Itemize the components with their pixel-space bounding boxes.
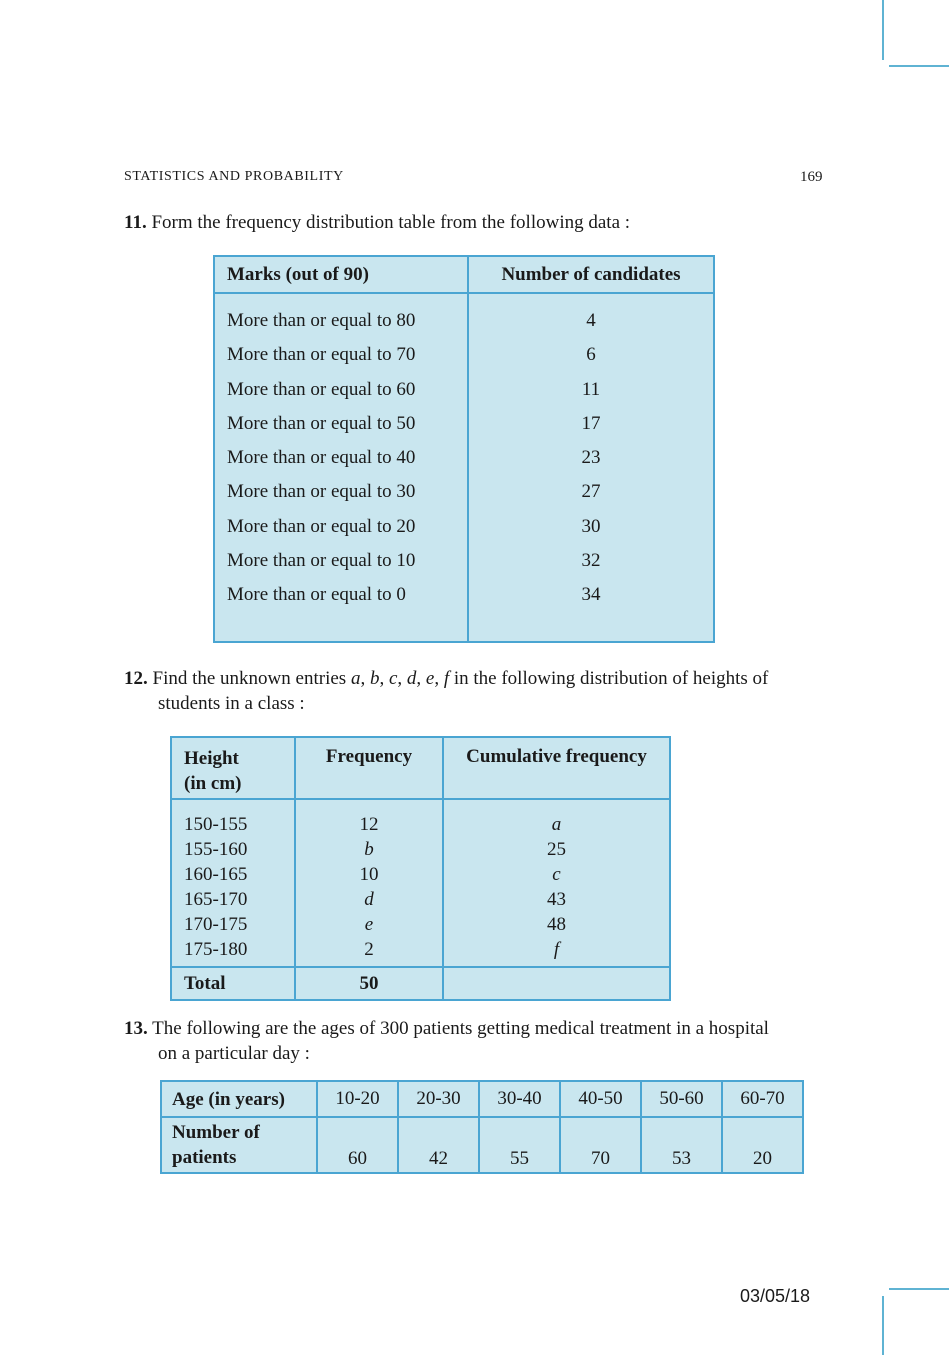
- table-cell: 43: [547, 889, 566, 910]
- marks-column: [214, 293, 468, 642]
- table-cell: 25: [547, 839, 566, 860]
- table-cell: 2: [364, 939, 374, 960]
- table-cell: [296, 837, 442, 862]
- table-cell: 10-20: [317, 1081, 398, 1117]
- table-cell: 11: [581, 378, 601, 400]
- table-cell: 160-165: [184, 864, 248, 885]
- table-cell: More than or equal to 0: [227, 584, 406, 606]
- candidates-column: [468, 293, 714, 642]
- table-cell: 165-170: [184, 889, 248, 910]
- table-cell: 23: [581, 447, 601, 469]
- question-number: 12.: [124, 668, 148, 689]
- crop-mark-bottom-horizontal: [889, 1288, 949, 1290]
- header-line: Number of: [172, 1122, 260, 1143]
- variable: e: [364, 914, 374, 935]
- running-title: STATISTICS AND PROBABILITY: [124, 169, 344, 184]
- question-text: Form the frequency distribution table from the following data :: [151, 212, 631, 233]
- table-cell: 53: [641, 1117, 722, 1173]
- table-cell: 6: [586, 344, 596, 366]
- table-cell: More than or equal to 20: [227, 515, 416, 537]
- marks-table: [213, 255, 715, 643]
- row-header-patients: [161, 1117, 317, 1173]
- table-cell: More than or equal to 70: [227, 344, 416, 366]
- table-cell: [444, 937, 669, 962]
- question-text-line2: students in a class :: [158, 693, 305, 714]
- table-cell: 27: [581, 481, 601, 503]
- question-12: 12. Find the unknown entries a, b, c, d, e, f in the following distribution of heights of students in a class :: [124, 666, 829, 716]
- total-label: Total: [171, 967, 295, 1000]
- table-cell: More than or equal to 40: [227, 447, 416, 469]
- table-cell: More than or equal to 60: [227, 378, 416, 400]
- table-cell: More than or equal to 80: [227, 310, 416, 331]
- question-text-line2: on a particular day :: [158, 1043, 310, 1064]
- patients-row: [161, 1117, 803, 1173]
- variable: d: [406, 668, 417, 689]
- heights-table: [170, 736, 671, 1001]
- table-cell: 170-175: [184, 914, 248, 935]
- column-header-candidates: Number of candidates: [468, 256, 714, 293]
- question-number: 11.: [124, 212, 147, 233]
- cumulative-column: [443, 799, 670, 967]
- table-cell: 12: [359, 814, 379, 835]
- variable: a: [350, 668, 361, 689]
- header-line: Height: [184, 748, 239, 769]
- table-cell: 175-180: [184, 939, 248, 960]
- variable: d: [364, 889, 374, 910]
- table-cell: 60: [317, 1117, 398, 1173]
- question-number: 13.: [124, 1018, 148, 1039]
- table-cell: More than or equal to 50: [227, 412, 416, 434]
- table-cell: More than or equal to 30: [227, 481, 416, 503]
- table-cell: 70: [560, 1117, 641, 1173]
- patients-table: [160, 1080, 804, 1174]
- variable: a: [551, 814, 562, 835]
- table-cell: 40-50: [560, 1081, 641, 1117]
- row-header-age: Age (in years): [161, 1081, 317, 1117]
- column-header-height: [171, 737, 295, 799]
- print-date: 03/05/18: [740, 1286, 811, 1306]
- table-cell: [444, 812, 669, 837]
- table-cell: 55: [479, 1117, 560, 1173]
- question-text: The following are the ages of 300 patients getting medical treatment in a hospital: [152, 1018, 769, 1039]
- header-line: patients: [172, 1147, 237, 1168]
- variable: f: [443, 668, 450, 689]
- variable: c: [552, 864, 561, 885]
- table-cell: 30-40: [479, 1081, 560, 1117]
- table-cell: 32: [581, 550, 601, 572]
- table-cell: [296, 912, 442, 937]
- variable: e: [425, 668, 435, 689]
- height-column: [171, 799, 295, 967]
- table-cell: 10: [359, 864, 379, 885]
- crop-mark-top-vertical: [882, 0, 884, 60]
- table-cell: 42: [398, 1117, 479, 1173]
- table-cell: 50-60: [641, 1081, 722, 1117]
- column-header-cumulative: Cumulative frequency: [443, 737, 670, 799]
- crop-mark-bottom-vertical: [882, 1296, 884, 1355]
- table-cell: 155-160: [184, 839, 248, 860]
- variable: b: [364, 839, 374, 860]
- table-cell: 48: [547, 914, 566, 935]
- table-cell: 34: [581, 584, 601, 606]
- question-text: Find the unknown entries: [152, 668, 347, 689]
- column-header-marks: Marks (out of 90): [214, 256, 468, 293]
- total-value: 50: [295, 967, 443, 1000]
- total-row: [171, 967, 670, 1000]
- table-cell: 60-70: [722, 1081, 803, 1117]
- variable: f: [553, 939, 560, 960]
- header-line: (in cm): [184, 773, 242, 794]
- table-cell: 20-30: [398, 1081, 479, 1117]
- frequency-column: [295, 799, 443, 967]
- table-cell: 150-155: [184, 814, 248, 835]
- variable: b: [369, 668, 380, 689]
- table-cell: [296, 887, 442, 912]
- question-11: [124, 210, 829, 235]
- question-text: in the following distribution of heights of: [453, 668, 769, 689]
- crop-mark-top-horizontal: [889, 65, 949, 67]
- column-header-frequency: Frequency: [295, 737, 443, 799]
- table-cell: [444, 862, 669, 887]
- age-row: [161, 1081, 803, 1117]
- table-cell: More than or equal to 10: [227, 550, 416, 572]
- page-number: 169: [800, 169, 823, 185]
- table-cell: 30: [581, 515, 601, 537]
- table-cell: 17: [581, 412, 601, 434]
- table-cell: 4: [586, 310, 596, 331]
- table-cell: 20: [722, 1117, 803, 1173]
- question-13: [124, 1016, 829, 1066]
- total-empty-cell: [443, 967, 670, 1000]
- variable: c: [388, 668, 398, 689]
